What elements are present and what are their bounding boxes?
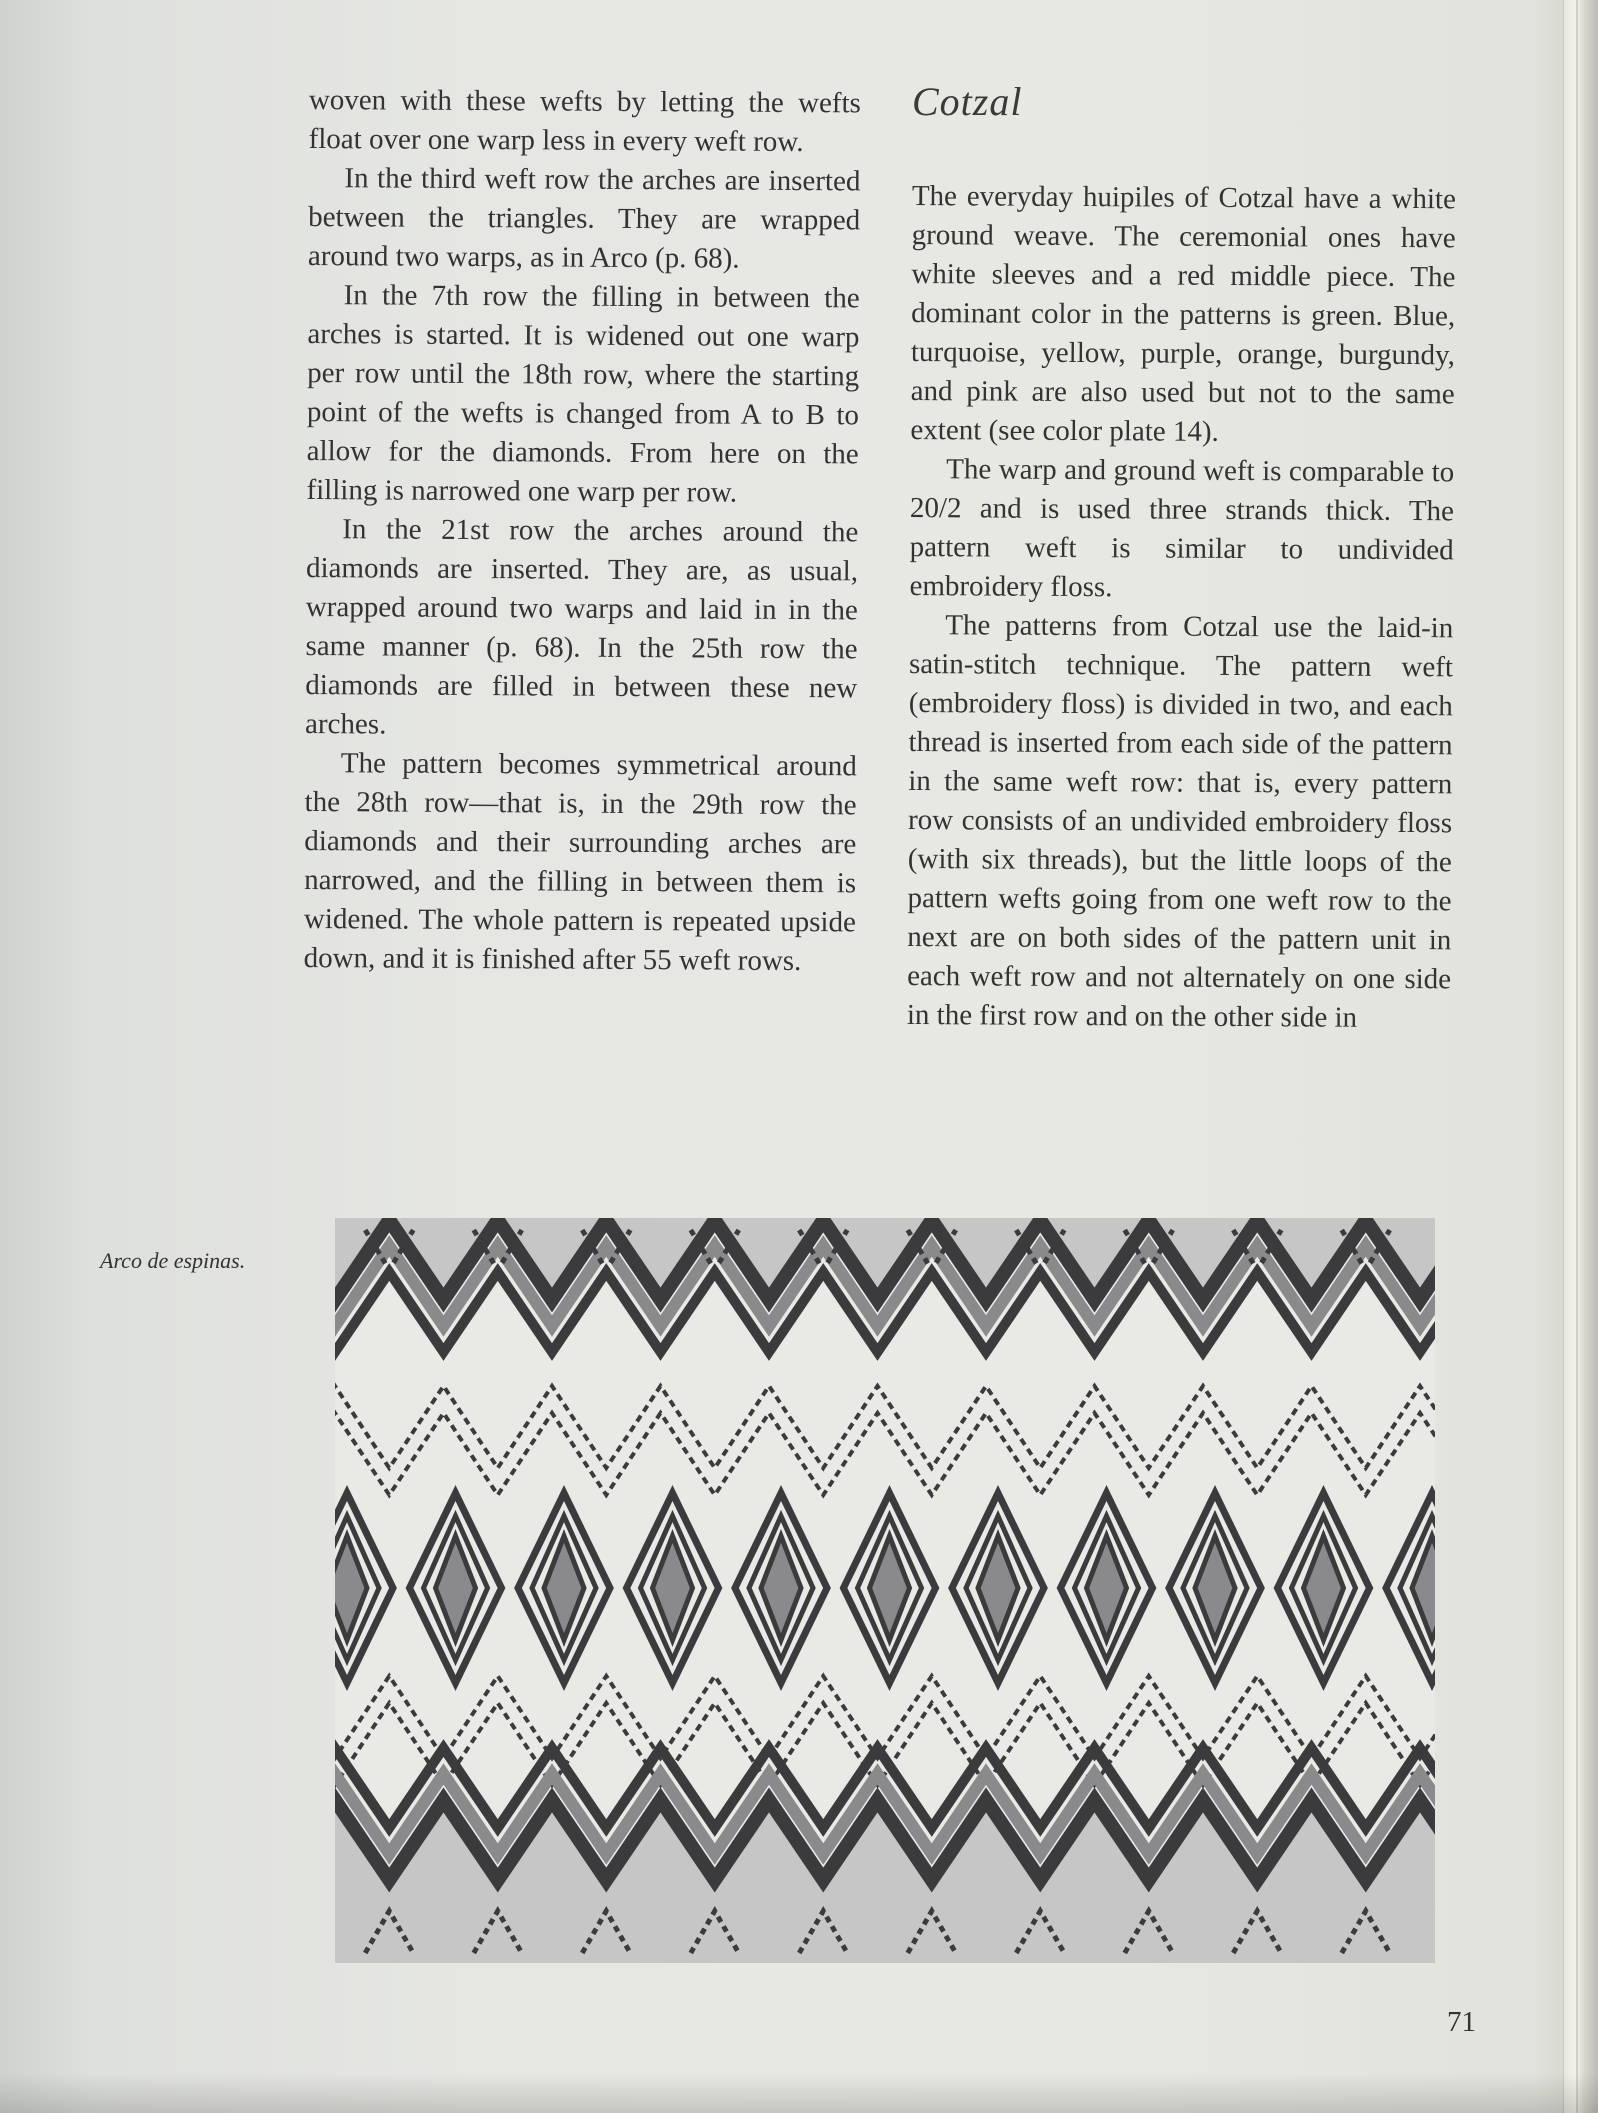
- paragraph: woven with these wefts by letting the wefts float over one warp less in every weft row.: [308, 83, 861, 159]
- page-edge: [1563, 0, 1598, 2113]
- figure-caption: Arco de espinas.: [100, 1248, 246, 1273]
- paragraph: The warp and ground weft is comparable to 20/2 and is used three strands thick. The pattern weft is similar to undivided embroidery floss.: [909, 453, 1455, 604]
- paragraph: In the 7th row the filling in between the arches is started. It is widened out one warp per row until the 18th row, where the starting point of the wefts is changed from A to B to allow for the diamonds. From here on the filling is narrowed one warp per row.: [306, 279, 860, 509]
- paragraph: In the 21st row the arches around the diamonds are inserted. They are, as usual, wrapped around two warps and laid in in the same manner (p. 68). In the 25th row the diamonds are filled in between these new arches.: [304, 513, 859, 741]
- page-shadow: [0, 2073, 1598, 2113]
- section-heading: Cotzal: [912, 79, 1023, 124]
- paragraph: In the third weft row the arches are inserted between the triangles. They are wrapped around two warps, as in Arco (p. 68).: [307, 162, 861, 275]
- weaving-pattern-figure: [335, 1218, 1435, 1963]
- arco-de-espinas-pattern: [335, 1218, 1435, 1963]
- paragraph: The patterns from Cotzal use the laid-in satin-stitch technique. The pattern weft (embroidery floss) is divided in two, and each thread is inserted from each side of the pattern in the same weft row: that is, every pattern row consists of an undivided embroidery floss (with six threads), but the little loops of the pattern wefts going from one weft row to the next are on both sides of the pattern unit in each weft row and not alternately on one side in the first row and on the other side in: [906, 609, 1454, 1034]
- right-text-column: [907, 177, 1456, 1038]
- left-text-column: [304, 81, 861, 981]
- page-number: 71: [1447, 2006, 1476, 2038]
- paragraph: The everyday huipiles of Cotzal have a white ground weave. The ceremonial ones have white sleeves and a red middle piece. The dominant color in the patterns is green. Blue, turquoise, yellow, purple, orange, burgundy, and pink are also used but not to the same extent (see color plate 14).: [910, 179, 1456, 448]
- paragraph: The pattern becomes symmetrical around the 28th row—that is, in the 29th row the diamonds and their surrounding arches are narrowed, and the filling in between them is widened. The whole pattern is repeated upside down, and it is finished after 55 weft rows.: [303, 747, 857, 978]
